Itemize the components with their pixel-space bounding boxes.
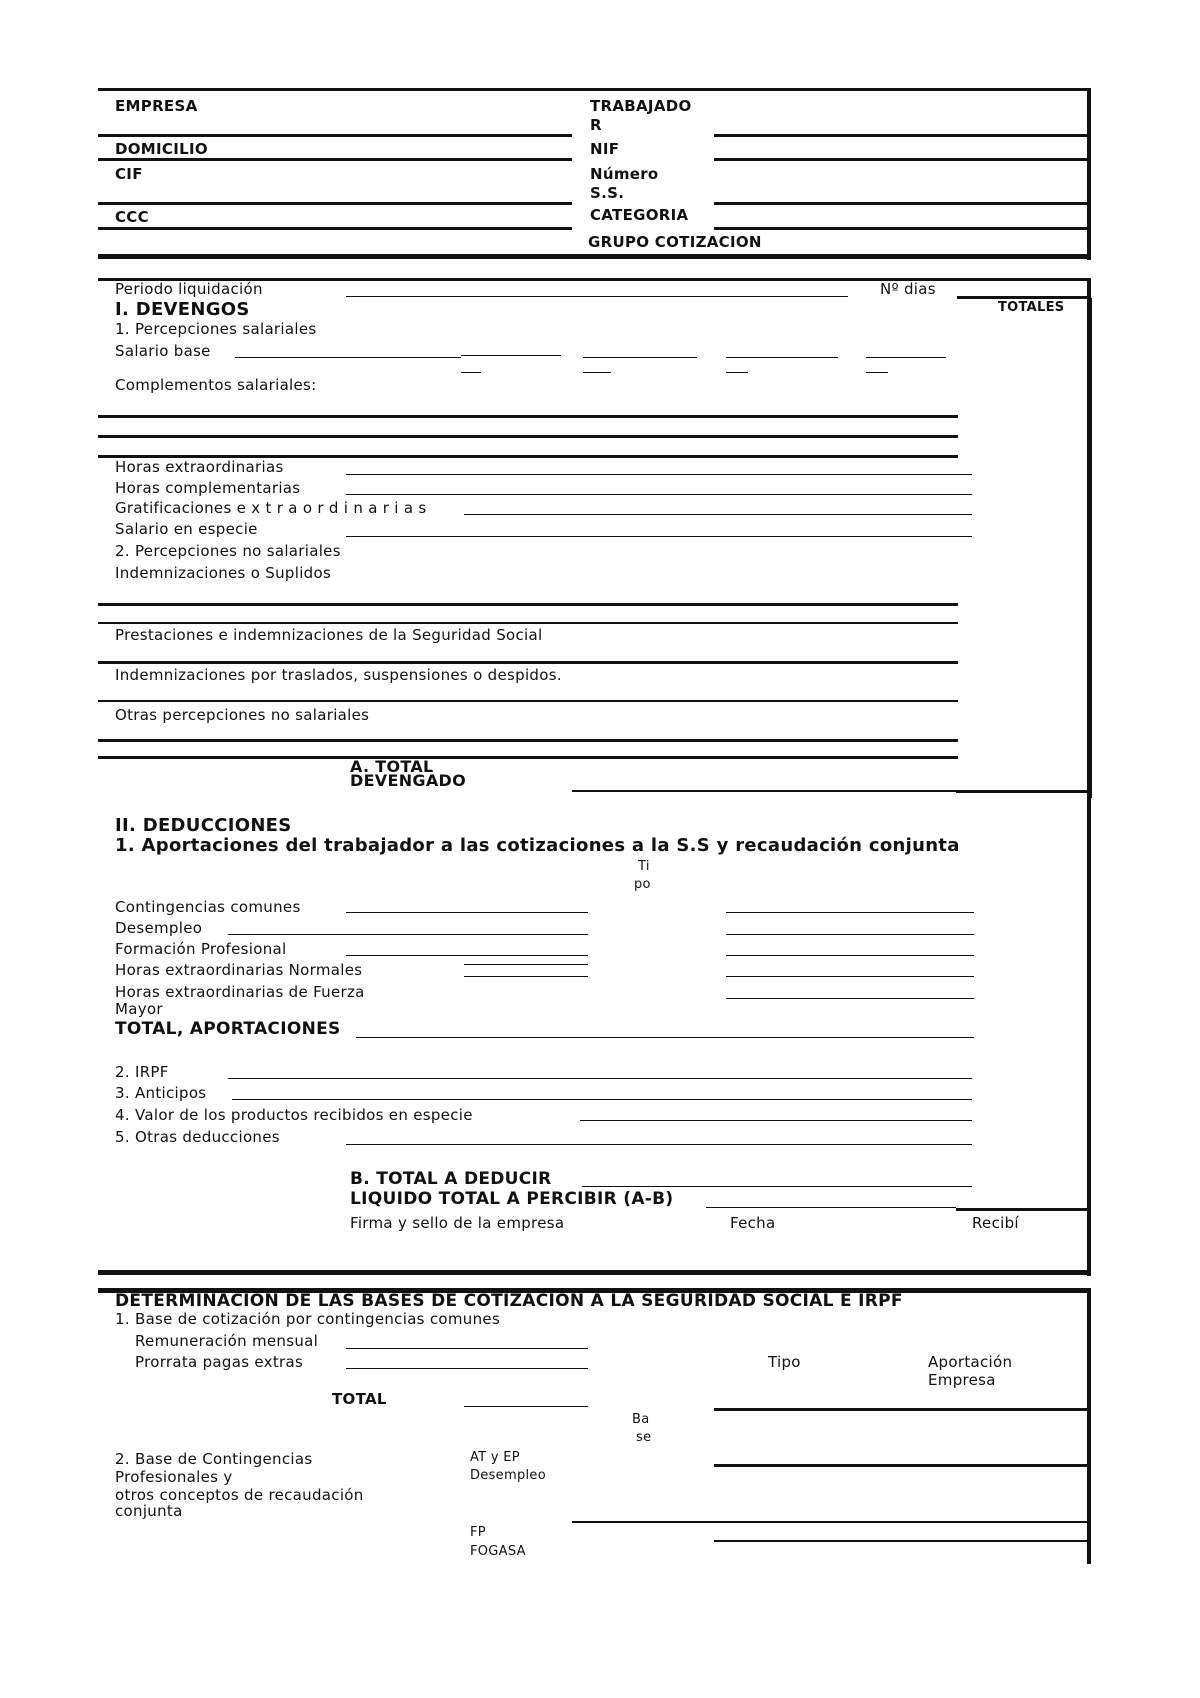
trabajador-label-cont: R <box>590 116 602 134</box>
horas-extra-label: Horas extraordinarias <box>115 458 284 476</box>
rule <box>98 622 958 624</box>
he-normales-label: Horas extraordinarias Normales <box>115 961 363 979</box>
at-ep-line[interactable] <box>714 1464 1090 1467</box>
domicilio-line[interactable] <box>98 158 572 161</box>
rule <box>583 372 611 373</box>
rule <box>98 756 958 759</box>
rule <box>1087 298 1092 798</box>
firma-label: Firma y sello de la empresa <box>350 1214 565 1232</box>
rule <box>98 254 1091 259</box>
base-label: Ba <box>632 1412 650 1427</box>
ccc-line[interactable] <box>98 227 572 230</box>
salario-especie-label: Salario en especie <box>115 520 258 538</box>
numero-ss-label: Número <box>590 165 659 183</box>
total-devengado-total[interactable] <box>956 790 1090 793</box>
he-normales-base-line[interactable] <box>464 964 588 965</box>
indemnizaciones-line[interactable] <box>98 603 958 606</box>
tipo-label-cont: po <box>634 877 651 892</box>
anticipos-label: 3. Anticipos <box>115 1084 207 1102</box>
total-devengado-line[interactable] <box>572 790 956 792</box>
desempleo-total-line[interactable] <box>726 934 974 935</box>
he-normales-total-line[interactable] <box>726 976 974 977</box>
total-deducir-line[interactable] <box>582 1186 972 1187</box>
categoria-label: CATEGORIA <box>590 206 689 224</box>
aportacion-line[interactable] <box>714 1408 1090 1411</box>
liquido-label: LIQUIDO TOTAL A PERCIBIR (A-B) <box>350 1189 674 1209</box>
complementos-label: Complementos salariales: <box>115 376 317 394</box>
he-fuerza-total-line[interactable] <box>726 998 974 999</box>
total-devengado-label-cont: DEVENGADO <box>350 771 467 790</box>
complementos-line[interactable] <box>98 435 958 438</box>
salario-especie-line[interactable] <box>346 536 972 537</box>
rule <box>1087 88 1091 260</box>
domicilio-label: DOMICILIO <box>115 140 208 158</box>
he-fuerza-label-cont: Mayor <box>115 1000 163 1018</box>
grupo-cotizacion-label: GRUPO COTIZACION <box>588 233 762 251</box>
profesionales-label-cont: otros conceptos de recaudación <box>115 1486 364 1504</box>
periodo-label: Periodo liquidación <box>115 280 263 298</box>
traslados-label: Indemnizaciones por traslados, suspensiones o despidos. <box>115 666 562 684</box>
fecha-label: Fecha <box>730 1214 776 1232</box>
otras-percepciones-label: Otras percepciones no salariales <box>115 706 370 724</box>
tipo-label: Tipo <box>768 1353 801 1371</box>
irpf-line[interactable] <box>228 1078 972 1079</box>
total-aportaciones-line[interactable] <box>356 1037 974 1038</box>
salario-base-line[interactable] <box>583 357 697 358</box>
salario-base-line[interactable] <box>866 357 946 358</box>
prorrata-label: Prorrata pagas extras <box>135 1353 304 1371</box>
salario-base-line[interactable] <box>235 357 461 358</box>
cif-label: CIF <box>115 165 143 183</box>
contingencias-base-line[interactable] <box>346 912 588 913</box>
bases-total-label: TOTAL <box>332 1390 387 1408</box>
horas-compl-line[interactable] <box>346 494 972 495</box>
bases-total-line[interactable] <box>464 1406 588 1407</box>
contingencias-label: Contingencias comunes <box>115 898 301 916</box>
fogasa-line[interactable] <box>714 1540 1090 1542</box>
indemnizaciones-label: Indemnizaciones o Suplidos <box>115 564 332 582</box>
ccc-label: CCC <box>115 208 149 226</box>
gratificaciones-label: Gratificaciones e x t r a o r d i n a r i a s <box>115 499 427 517</box>
anticipos-line[interactable] <box>232 1099 972 1100</box>
horas-extra-line[interactable] <box>346 474 972 475</box>
contingencias-total-line[interactable] <box>726 912 974 913</box>
periodo-line[interactable] <box>346 296 848 297</box>
percepciones-salariales: 1. Percepciones salariales <box>115 320 317 338</box>
empresa-label: EMPRESA <box>115 97 198 115</box>
prorrata-line[interactable] <box>346 1368 588 1369</box>
nif-label: NIF <box>590 140 620 158</box>
valor-productos-label: 4. Valor de los productos recibidos en especie <box>115 1106 473 1124</box>
n-dias-line[interactable] <box>957 296 1090 299</box>
rule <box>98 88 1090 91</box>
salario-base-line[interactable] <box>461 355 561 356</box>
valor-productos-line[interactable] <box>580 1120 972 1121</box>
trabajador-label: TRABAJADO <box>590 97 692 115</box>
at-ep-label: AT y EP <box>470 1450 520 1465</box>
prestaciones-label: Prestaciones e indemnizaciones de la Seguridad Social <box>115 626 543 644</box>
fp-line[interactable] <box>572 1521 1088 1523</box>
profesionales-label: 2. Base de Contingencias <box>115 1450 313 1468</box>
rule <box>726 372 748 373</box>
formacion-base-line[interactable] <box>346 955 588 956</box>
rule <box>461 372 481 373</box>
salario-base-line[interactable] <box>726 357 838 358</box>
total-aportaciones-label: TOTAL, APORTACIONES <box>115 1019 341 1039</box>
formacion-total-line[interactable] <box>726 955 974 956</box>
otras-deducciones-line[interactable] <box>346 1144 972 1145</box>
numero-ss-line[interactable] <box>714 202 1090 205</box>
desempleo-base-line[interactable] <box>228 934 588 935</box>
fogasa-label: FOGASA <box>470 1544 526 1559</box>
aportaciones-title: 1. Aportaciones del trabajador a las cotizaciones a la S.S y recaudación conjunta <box>115 835 960 856</box>
bases-title: DETERMINACION DE LAS BASES DE COTIZACION A LA SEGURIDAD SOCIAL E IRPF <box>115 1291 903 1311</box>
n-dias-label: Nº dias <box>880 280 936 298</box>
recibi-label: Recibí <box>972 1214 1019 1232</box>
total-deducir-label: B. TOTAL A DEDUCIR <box>350 1169 552 1189</box>
cif-line[interactable] <box>98 202 572 205</box>
no-salariales-label: 2. Percepciones no salariales <box>115 542 341 560</box>
contingencias-comunes-label: 1. Base de cotización por contingencias comunes <box>115 1310 501 1328</box>
remuneracion-label: Remuneración mensual <box>135 1332 319 1350</box>
empresa-line[interactable] <box>98 134 572 137</box>
liquido-line[interactable] <box>706 1207 956 1208</box>
profesionales-label-cont: conjunta <box>115 1502 183 1520</box>
fp-label: FP <box>470 1525 486 1540</box>
deducciones-title: II. DEDUCCIONES <box>115 815 292 836</box>
liquido-total[interactable] <box>956 1208 1090 1211</box>
base-label-cont: se <box>636 1430 652 1445</box>
traslados-line[interactable] <box>98 700 958 702</box>
total-devengado-label: A. TOTAL <box>350 757 434 776</box>
he-normales-base-line[interactable] <box>464 976 588 977</box>
devengos-title: I. DEVENGOS <box>115 299 250 320</box>
otras-percepciones-line[interactable] <box>98 739 958 742</box>
irpf-label: 2. IRPF <box>115 1063 169 1081</box>
aportacion-label-cont: Empresa <box>928 1371 996 1389</box>
he-fuerza-label: Horas extraordinarias de Fuerza <box>115 983 365 1001</box>
rule <box>866 372 888 373</box>
categoria-line[interactable] <box>714 227 1090 230</box>
remuneracion-line[interactable] <box>346 1348 588 1349</box>
salario-base-label: Salario base <box>115 342 211 360</box>
rule <box>98 1270 1091 1275</box>
desempleo-label: Desempleo <box>470 1468 546 1483</box>
nif-line[interactable] <box>714 158 1090 161</box>
horas-compl-label: Horas complementarias <box>115 479 301 497</box>
gratificaciones-line[interactable] <box>464 514 972 515</box>
numero-ss-label-cont: S.S. <box>590 184 625 202</box>
complementos-line[interactable] <box>98 415 958 418</box>
prestaciones-line[interactable] <box>98 661 958 664</box>
trabajador-line[interactable] <box>714 134 1090 137</box>
formacion-label: Formación Profesional <box>115 940 287 958</box>
profesionales-label-cont: Profesionales y <box>115 1468 233 1486</box>
tipo-label: Ti <box>638 859 650 874</box>
otras-deducciones-label: 5. Otras deducciones <box>115 1128 280 1146</box>
totales-label: TOTALES <box>998 300 1065 315</box>
desempleo-label: Desempleo <box>115 919 203 937</box>
aportacion-label: Aportación <box>928 1353 1013 1371</box>
